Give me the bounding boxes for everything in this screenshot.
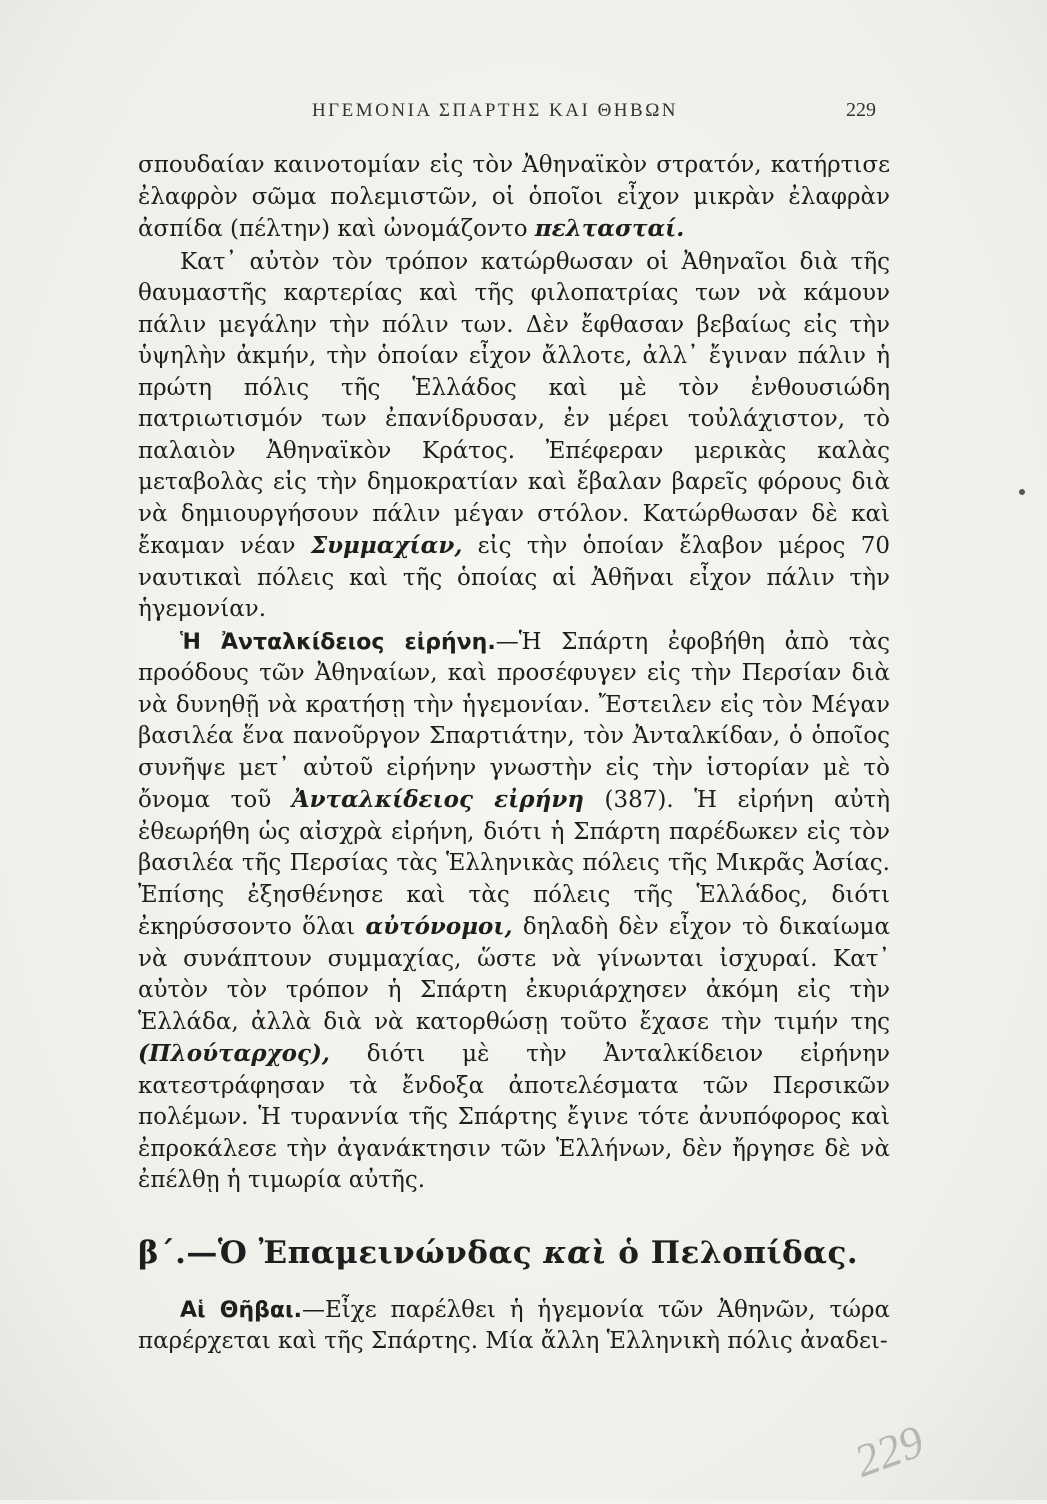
paragraph-text: εἰς τὴν ὁποίαν ἔλαβον μέρος 70 ναυτικαὶ πόλεις καὶ τῆς ὁποίας αἱ Ἀθῆναι εἶχον πάλιν τὴν ἡγεμονίαν. <box>138 533 890 622</box>
section-heading <box>138 1235 890 1271</box>
paragraph-thebes <box>138 1295 890 1358</box>
paragraph-text: δηλαδὴ δὲν εἶχον τὸ δικαίωμα νὰ συνάπτουν συμμαχίας, ὥστε νὰ γίνωνται ἰσχυραί. Κατ᾿ αὐτὸν τὸν τρόπον ἡ Σπάρτη ἐκυριάρχησεν ἀκόμη εἰς τὴν Ἑλλάδα, ἀλλὰ διὰ νὰ κατορθώσῃ τοῦτο ἔχασε τὴν τιμήν της <box>138 914 890 1035</box>
running-title: ΗΓΕΜΟΝΙΑ ΣΠΑΡΤΗΣ ΚΑΙ ΘΗΒΩΝ <box>311 100 679 121</box>
paragraph-text: —Ἡ Σπάρτη ἐφοβήθη ἀπὸ τὰς προόδους τῶν Ἀθηναίων, καὶ προσέφυγεν εἰς τὴν Περσίαν διὰ νὰ δυνηθῇ νὰ κρατήσῃ τὴν ἡγεμονίαν. Ἔστειλεν εἰς τὸν Μέγαν βασιλέα ἕνα πανοῦργον Σπαρτιάτην, τὸν Ἀνταλκίδαν, ὁ ὁποῖος συνῆψε μετ᾿ αὐτοῦ εἰρήνην γνωστὴν εἰς τὴν ἱστορίαν μὲ τὸ ὄνομα τοῦ <box>138 628 890 813</box>
paragraph-antalcidas-peace <box>138 627 890 1197</box>
paragraph-text: Κατ᾿ αὐτὸν τὸν τρόπον κατώρθωσαν οἱ Ἀθηναῖοι διὰ τῆς θαυμαστῆς καρτερίας καὶ τῆς φιλοπατρίας των νὰ κάμουν πάλιν μεγάλην τὴν πόλιν των. Δὲν ἔφθασαν βεβαίως εἰς τὴν ὑψηλὴν ἀκμήν, τὴν ὁποίαν εἶχον ἄλλοτε, ἀλλ᾿ ἔγιναν πάλιν ἡ πρώτη πόλις τῆς Ἑλλάδος καὶ μὲ τὸν ἐνθουσιώδη πατριωτισμόν των ἐπανίδρυσαν, ἐν μέρει τοὐλάχιστον, τὸ παλαιὸν Ἀθηναϊκὸν Κράτος. Ἐπέφεραν μερικὰς καλὰς μεταβολὰς εἰς τὴν δημοκρατίαν καὶ ἔβαλαν βαρεῖς φόρους διὰ νὰ δημιουργήσουν πάλιν μέγαν στόλον. Κατώρθωσαν δὲ καὶ ἔκαμαν νέαν <box>138 248 890 559</box>
subsection-heading: Ἡ Ἀνταλκίδειος εἰρήνη. <box>180 629 496 655</box>
subsection-heading: Αἱ Θῆβαι. <box>180 1297 302 1323</box>
paragraph-text: σπουδαίαν καινοτομίαν εἰς τὸν Ἀθηναϊκὸν στρατόν, κατήρτισε ἐλαφρὸν σῶμα πολεμιστῶν, οἱ ὁποῖοι εἶχον μικρὰν ἐλαφρὰν ἀσπίδα (πέλτην) καὶ ὠνομάζοντο <box>138 152 890 242</box>
paragraph-text: (387). Ἡ εἰρήνη αὐτὴ ἐθεωρήθη ὡς αἰσχρὰ εἰρήνη, διότι ἡ Σπάρτη παρέδωκεν εἰς τὸν βασιλέα τῆς Περσίας τὰς Ἑλληνικὰς πόλεις τῆς Μικρᾶς Ἀσίας. Ἐπίσης ἐξησθένησε καὶ τὰς πόλεις τῆς Ἑλλάδος, διότι ἐκηρύσσοντο ὅλαι <box>138 787 890 940</box>
emphasis-term: (Πλούταρχος), <box>138 1040 330 1067</box>
section-title-part: Ὁ Ἐπαμεινώνδας <box>217 1234 544 1271</box>
emphasis-term: αὐτόνομοι, <box>365 913 513 940</box>
emphasis-term: Συμμαχίαν, <box>310 532 463 559</box>
paragraph-athens-revival <box>138 247 890 626</box>
paragraph-peltasts <box>138 150 890 246</box>
page-number: 229 <box>846 99 876 121</box>
paragraph-text: —Εἶχε παρέλθει ἡ ἡγεμονία τῶν Ἀθηνῶν, τώρα παρέρχεται καὶ τῆς Σπάρτης. Μία ἄλλη Ἑλληνικὴ πόλις ἀναδει- <box>138 1296 891 1354</box>
page-stamp: 229 <box>847 1415 931 1487</box>
section-number: β΄.— <box>138 1234 218 1271</box>
paragraph-text: διότι μὲ τὴν Ἀνταλκίδειον εἰρήνην κατεστράφησαν τὰ ἔνδοξα ἀποτελέσματα τῶν Περσικῶν πολέμων. Ἡ τυραννία τῆς Σπάρτης ἔγινε τότε ἀνυπόφορος καὶ ἐπροκάλεσε τὴν ἀγανάκτησιν τῶν Ἑλλήνων, δὲν ἤργησε δὲ νὰ ἐπέλθῃ ἡ τιμωρία αὐτῆς. <box>138 1041 890 1193</box>
page-body <box>138 150 890 1358</box>
section-title-part: ὁ Πελοπίδας. <box>607 1234 859 1271</box>
ink-spot <box>1019 489 1025 495</box>
emphasis-term: πελτασταί. <box>534 215 685 242</box>
emphasis-term: Ἀνταλκίδειος εἰρήνη <box>291 786 584 813</box>
section-title-conjunction: καὶ <box>543 1234 608 1271</box>
